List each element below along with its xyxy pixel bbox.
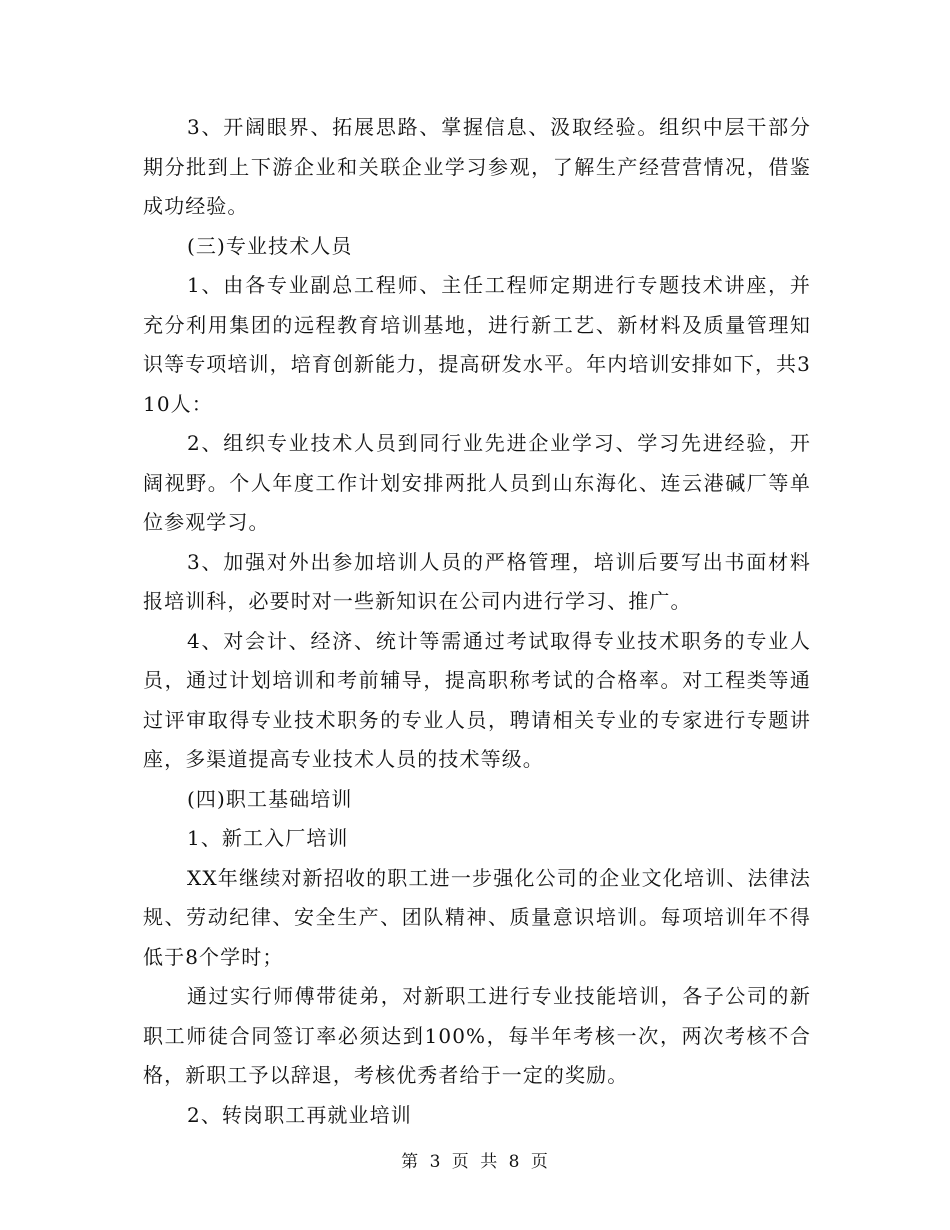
paragraph-broaden-horizons: 3、开阔眼界、拓展思路、掌握信息、汲取经验。组织中层干部分期分批到上下游企业和关联企业学习参观，了解生产经营营情况，借鉴成功经验。 xyxy=(143,115,811,218)
subheading-new-employee-training: 1、新工入厂培训 xyxy=(187,826,349,850)
section-heading-basic-training: (四)职工基础培训 xyxy=(187,786,353,811)
document-body xyxy=(143,108,811,1135)
paragraph-culture-training: XX年继续对新招收的职工进一步强化公司的企业文化培训、法律法规、劳动纪律、安全生产、团队精神、质量意识培训。每项培训年不得低于8个学时； xyxy=(143,865,811,969)
page-number-footer: 第 3 页 共 8 页 xyxy=(401,1152,549,1172)
section-heading-technical-staff: (三)专业技术人员 xyxy=(187,233,353,258)
paragraph-certification-exams: 4、对会计、经济、统计等需通过考试取得专业技术职务的专业人员，通过计划培训和考前辅导，提高职称考试的合格率。对工程类等通过评审取得专业技术职务的专业人员，聘请相关专业的专家进行专题讲座，多渠道提高专业技术人员的技术等级。 xyxy=(143,628,811,771)
paragraph-technical-lectures: 1、由各专业副总工程师、主任工程师定期进行专题技术讲座，并充分利用集团的远程教育培训基地，进行新工艺、新材料及质量管理知识等专项培训，培育创新能力，提高研发水平。年内培训安排如下，共310人： xyxy=(143,273,811,416)
paragraph-apprenticeship: 通过实行师傅带徒弟，对新职工进行专业技能培训，各子公司的新职工师徒合同签订率必须达到100%，每半年考核一次，两次考核不合格，新职工予以辞退，考核优秀者给于一定的奖励。 xyxy=(143,984,811,1087)
paragraph-industry-visits: 2、组织专业技术人员到同行业先进企业学习、学习先进经验，开阔视野。个人年度工作计划安排两批人员到山东海化、连云港碱厂等单位参观学习。 xyxy=(143,431,811,534)
paragraph-training-management: 3、加强对外出参加培训人员的严格管理，培训后要写出书面材料报培训科，必要时对一些新知识在公司内进行学习、推广。 xyxy=(143,549,811,613)
subheading-reemployment-training: 2、转岗职工再就业培训 xyxy=(187,1102,412,1127)
